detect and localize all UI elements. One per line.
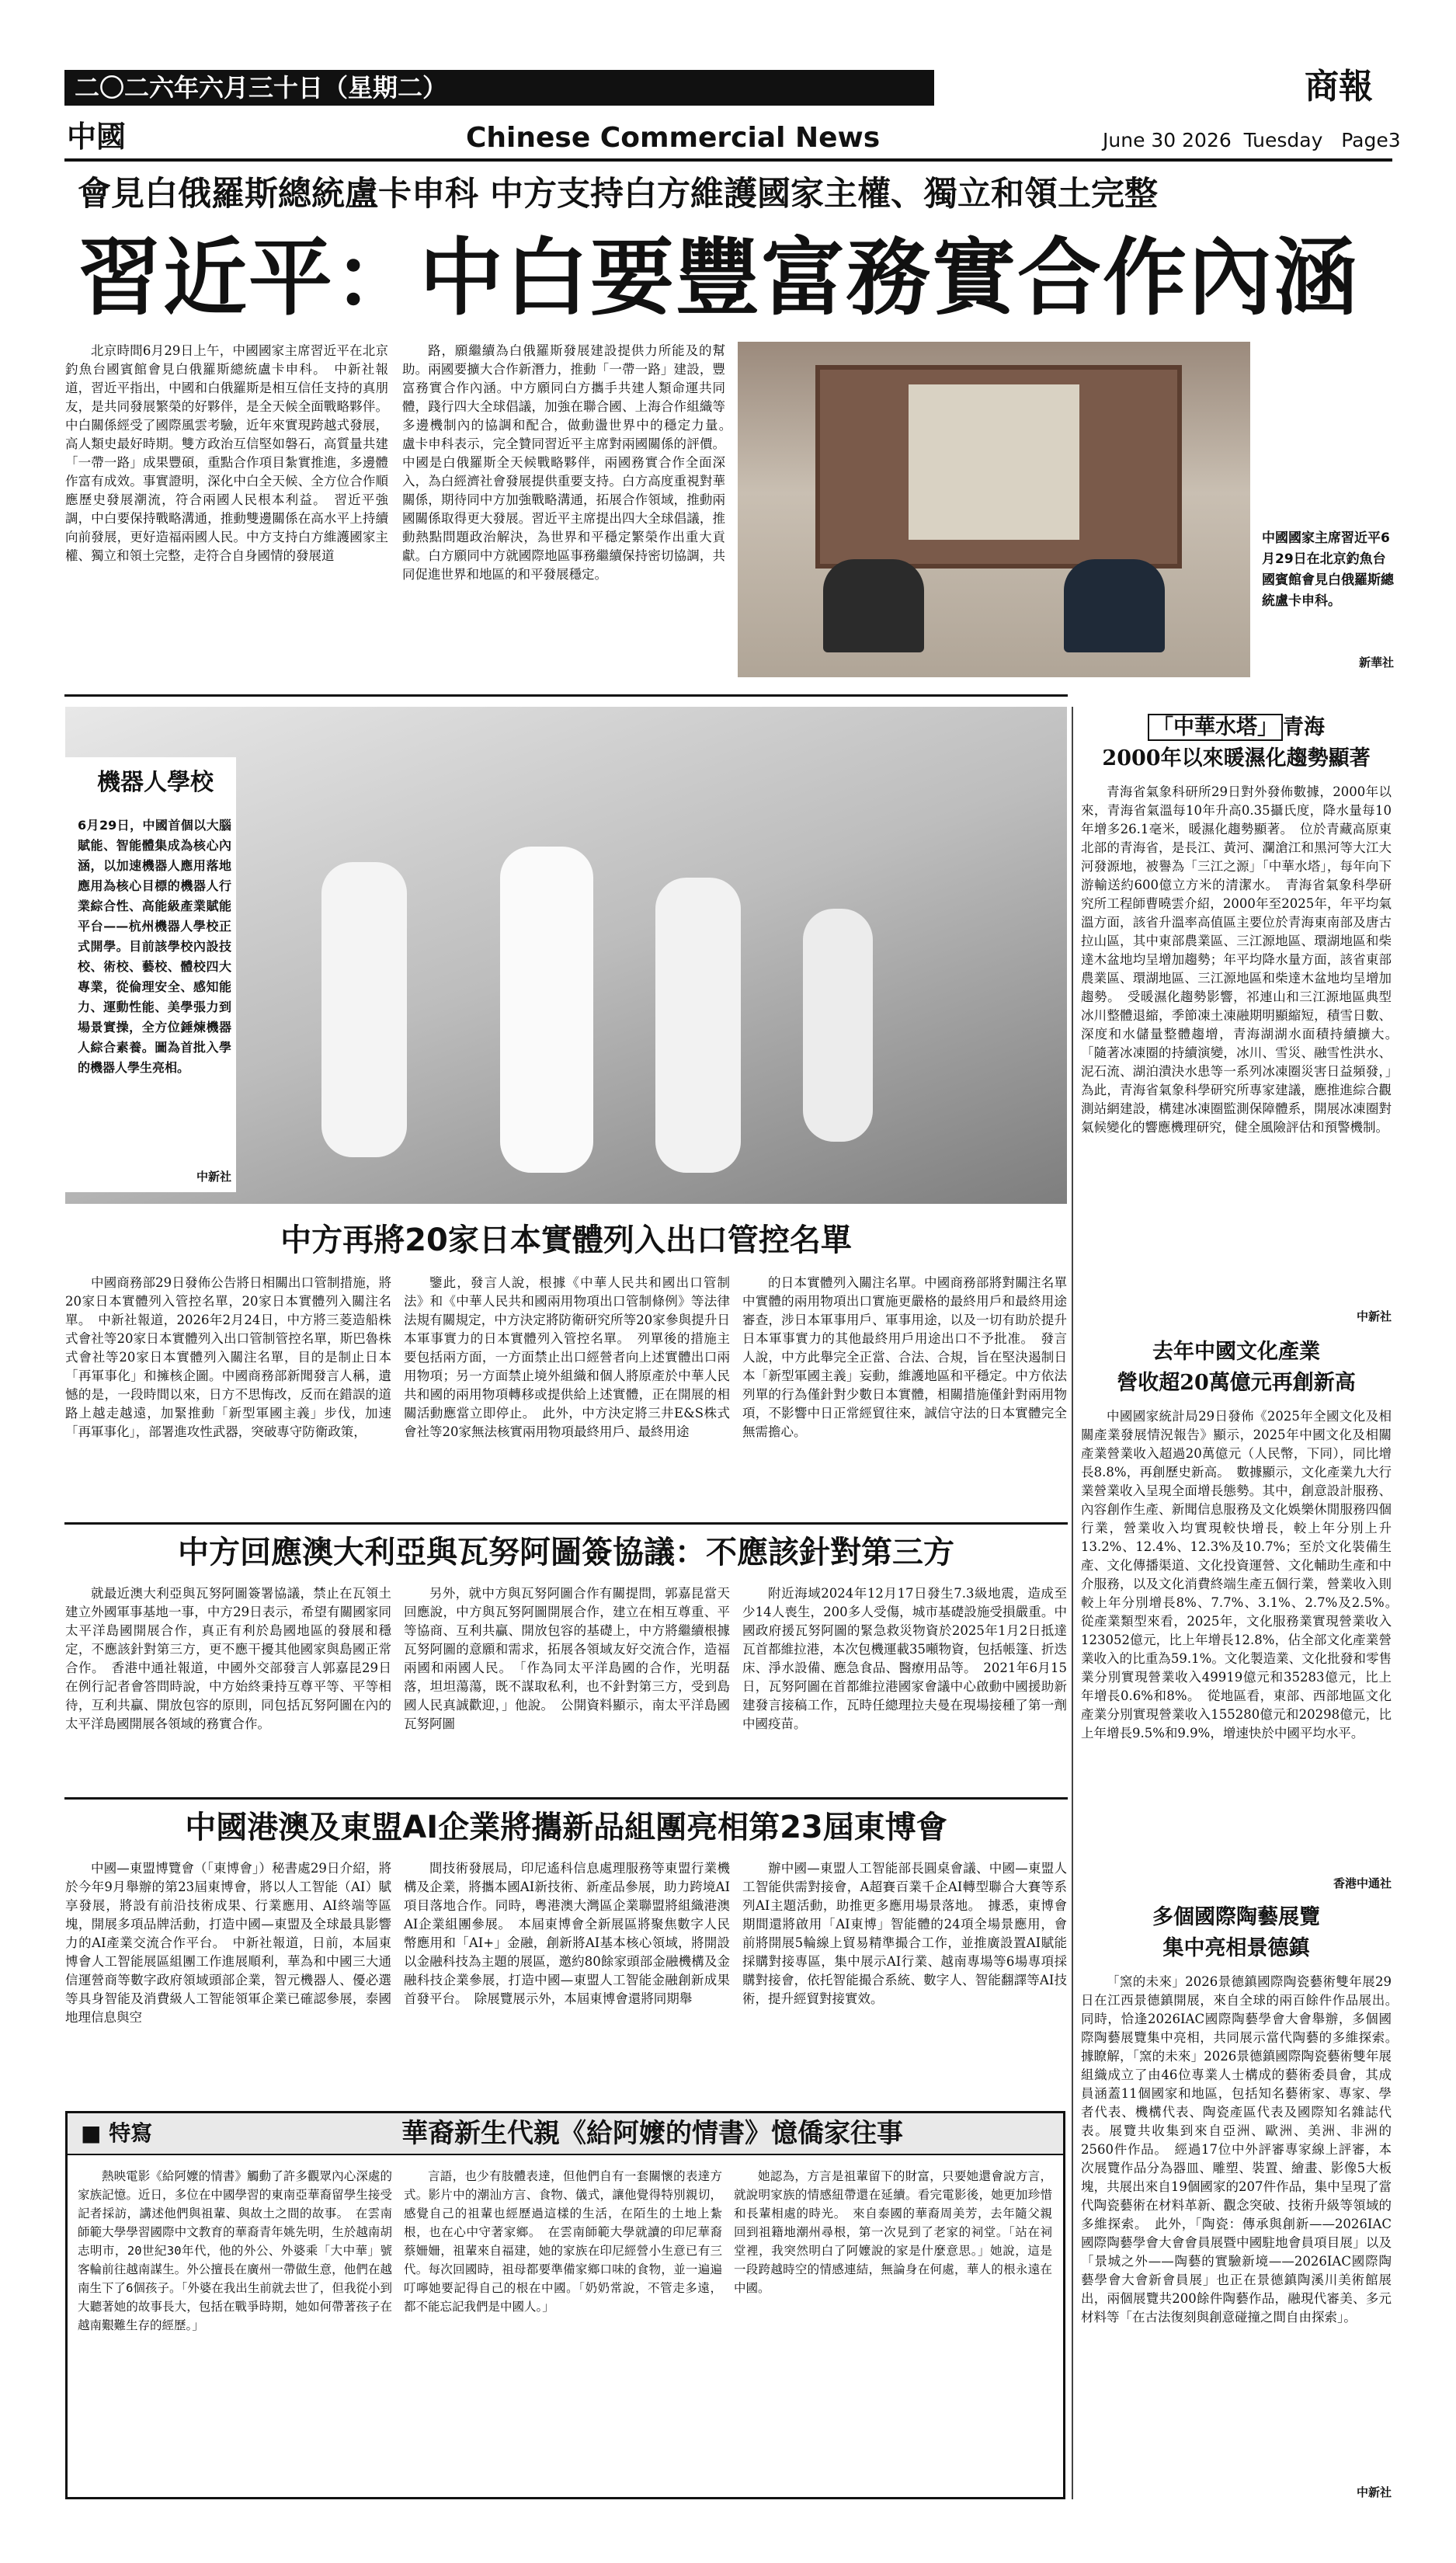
ceramics-headline-a: 多個國際陶藝展覽 [1152,1905,1320,1929]
water-headline-a-text: 青海 [1283,715,1325,739]
culture-headline-b: 營收超20萬億元再創新高 [1117,1371,1356,1395]
lead-headline: 習近平：中白要豐富務實合作內涵 [78,230,1360,327]
japan-bottom-rule [64,1522,1068,1525]
japan-headline: 中方再將20家日本實體列入出口管控名單 [280,1222,852,1258]
lead-body-col2: 路，願繼續為白俄羅斯發展建設提供力所能及的幫助。兩國要擴大合作新潛力，推動「一帶一路」建設，豐富務實合作內涵。中方願同白方攜手共建人類命運共同體，踐行四大全球倡議，加強在聯合國、上海合作組織等多邊機制內的協調和配合，做動盪世界中的穩定力量。 盧卡申科表示，完全贊同習近平主席對兩國關係的評價。中國是白俄羅斯全天候戰略夥伴，兩國務實合作全面深入，為白經濟社會發展提供重要支持。白方高度重視對華關係，期待同中方加強戰略溝通，拓展合作領域，推動兩國關係取得更大發展。習近平主席提出四大全球倡議，推動熱點問題政治解決，為世界和平穩定繁榮作出重大貢獻。白方願同中方就國際地區事務繼續保持密切協調，共同促進世界和地區的和平發展穩定。 [402,343,738,582]
sidebar-divider [1072,707,1073,2499]
water-headline-a [1081,713,1392,742]
expo-body-col1: 中國—東盟博覽會（「東博會」）秘書處29日介紹，將於今年9月舉辦的第23屆東博會，將以人工智能（AI）賦享發展，將設有前沿技術成果、行業應用、AI終端等區塊，開展多項品牌活動，打造中國—東盟及全球最具影響力的AI產業交流合作平台。 中新社報道，日前，本屆東博會人工智能展區組團工作進展順利，華為和中國三大通信運營商等數字政府領域頭部企業，智元機器人、優必選等具身智能及消費級人工智能領軍企業已確認參展，泰國地理信息與空 [65,1861,391,2025]
lead-photo-source: 新華社 [1358,656,1394,669]
feature-tag: ■ 特寫 [81,2120,153,2146]
expo-body-col2: 間技術發展局，印尼遙科信息處理服務等東盟行業機構及企業，將攜本國AI新技術、新產品參展，助力跨境AI項目落地合作。同時，粵港澳大灣區企業聯盟將組織港澳AI企業組團參展。 本屆東博會全新展區將聚焦數字人民幣應用和「AI+」金融，創新將AI基本核心領域，將開設以金融科技為主題的展區，邀約80餘家頭部金融機構及金融科技企業參展，打造中國—東盟人工智能金融創新成果首發平台。 除展覽展示外，本屆東博會還將同期舉 [404,1861,730,2006]
lead-meeting-photo [738,342,1250,677]
masthead-paper-en: Chinese Commercial News [466,122,881,154]
expo-body-col3: 辦中國—東盟人工智能部長圓桌會議、中國—東盟人工智能供需對接會，A超賽百業千企AI轉型聯合大賽等系列AI主題活動，助推更多應用場景落地。 據悉，東博會期間還將啟用「AI東博」智能體的24項全場景應用，會前將開展5輪線上貿易精準撮合工作，並推廣設置AI賦能採購對接專區，集中展示AI行業、越南專場等6場專項採購對接會，依托智能撮合系統、數字人、智能翻譯等AI技術，提升經貿對接實效。 [742,1861,1067,2006]
australia-bottom-rule [64,1797,1068,1800]
australia-body-col2: 另外，就中方與瓦努阿圖合作有關提問，郭嘉昆當天回應說，中方與瓦努阿圖開展合作，建立在相互尊重、平等協商、互利共贏、開放包容的基礎上，中方將繼續根據瓦努阿圖的意願和需求，拓展各領域友好交流合作，造福兩國和兩國人民。 「作為同太平洋島國的合作，光明磊落，坦坦蕩蕩，既不謀取私利，也不針對第三方，受到島國人民真誠歡迎，」他說。 公開資料顯示，南太平洋島國瓦努阿圖 [404,1586,730,1731]
feature-body-col3: 她認為，方言是祖輩留下的財富，只要她還會說方言，就說明家族的情感紐帶還在延續。看完電影後，她更加珍惜和長輩相處的時光。 來自泰國的華裔周美芳，去年隨父親回到祖籍地潮州尋根，第一次見到了老家的祠堂。「站在祠堂裡，我突然明白了阿嬤說的家是什麼意思。」她說，這是一段跨越時空的情感連結，無論身在何處，華人的根永遠在中國。 [734,2169,1052,2295]
expo-headline: 中國港澳及東盟AI企業將攜新品組團亮相第23屆東博會 [185,1810,947,1845]
robot-source: 中新社 [196,1170,231,1184]
water-body: 青海省氣象科研所29日對外發佈數據，2000年以來，青海省氣溫每10年升高0.35攝氏度，降水量每10年增多26.1毫米，暖濕化趨勢顯著。 位於青藏高原東北部的青海省，是長江、黃河、瀾滄江和黑河等大江大河發源地，被譽為「三江之源」「中華水塔」，每年向下游輸送約600億立方米的清潔水。 青海省氣象科學研究所工程師曹曉雲介紹，2000年至2025年，年平均氣溫方面，該省升溫率高值區主要位於青海東南部及唐古拉山區，其中東部農業區、三江源地區、環湖地區和柴達木盆地均呈增加趨勢；年平均降水量方面，該省東部農業區、環湖地區、三江源地區和柴達木盆地均呈增加趨勢。 受暖濕化趨勢影響，祁連山和三江源地區典型冰川整體退縮，季節凍土凍融期明顯縮短，積雪日數、深度和水儲量整體趨增，青海湖湖水面積持續擴大。 「隨著冰凍圈的持續演變，冰川、雪災、融雪性洪水、泥石流、湖泊潰決水患等一系列冰凍圈災害日益頻發，」為此，青海省氣象科學研究所專家建議，應推進綜合觀測站網建設，構建冰凍圈監測保障體系，開展冰凍圈對氣候變化的響應機理研究，健全風險評估和預警機制。 [1081,784,1405,1135]
water-source: 中新社 [1356,1309,1392,1323]
lead-body-col1: 北京時間6月29日上午，中國國家主席習近平在北京釣魚台國賓館會見白俄羅斯總統盧卡申科。 中新社報道，習近平指出，中國和白俄羅斯是相互信任支持的真朋友，是共同發展繁榮的好夥伴，是全天候全面戰略夥伴。中白關係經受了國際風雲考驗，近年來實現跨越式發展，高人類史最好時期。雙方政治互信堅如磐石，高質量共建「一帶一路」成果豐碩，重點合作項目紮實推進，多邊體作富有成效。事實證明，深化中白全天候、全方位合作順應歷史發展潮流，符合兩國人民根本利益。 習近平強調，中白要保持戰略溝通，推動雙邊關係在高水平上持續向前發展，更好造福兩國人民。中方支持白方維護國家主權、獨立和領土完整，走符合自身國情的發展道 [65,343,388,563]
australia-body-col3: 附近海域2024年12月17日發生7.3級地震，造成至少14人喪生，200多人受傷，城市基礎設施受損嚴重。中國政府援瓦努阿圖的緊急救災物資於2025年1月2日抵達瓦首都維拉港，本次包機運載35噸物資，包括帳篷、折迭床、淨水設備、應急食品、醫療用品等。 2021年6月15日，瓦努阿圖在首都維拉港國家會議中心啟動中國援助新建發言接稿工作，瓦時任總理拉夫曼在現場接種了第一劑中國疫苗。 [742,1586,1067,1731]
feature-body-col2: 言語，也少有肢體表達，但他們自有一套關懷的表達方式。影片中的潮汕方言、食物、儀式，讓他覺得特別親切，感覺自己的祖輩也經歷過這樣的生活，在陌生的土地上紮根，也在心中守著家鄉。 在雲南師範大學就讀的印尼華裔蔡姍姍，祖輩來自福建，她的家族在印尼經營小生意已有三代。每次回國時，祖母都要準備家鄉口味的食物，並一遍遍叮嚀她要記得自己的根在中國。「奶奶常說，不管走多遠，都不能忘記我們是中國人。」 [404,2169,722,2314]
masthead-section: 中國 [67,120,127,154]
feature-headline: 華裔新生代親《給阿嬤的情書》憶僑家往事 [401,2118,903,2149]
water-box-label: 「中華水塔」 [1148,714,1283,741]
lead-bottom-rule [64,694,1068,697]
robot-caption: 6月29日，中國首個以大腦賦能、智能體集成為核心內涵，以加速機器人應用落地應用為核心目標的機器人行業綜合性、高能級產業賦能平台——杭州機器人學校正式開學。目前該學校內設技校、術校、藝校、體校四大專業，從倫理安全、感知能力、運動性能、美學張力到場景實操，全方位錘煉機器人綜合素養。圖為首批入學的機器人學生亮相。 [78,818,231,1075]
lead-kicker: 會見白俄羅斯總統盧卡申科 中方支持白方維護國家主權、獨立和領土完整 [78,175,1158,214]
feature-body-col1: 熱映電影《給阿嬤的情書》觸動了許多觀眾內心深處的家族記憶。近日，多位在中國學習的東南亞華裔留學生接受記者採訪，講述他們與祖輩、與故土之間的故事。 在雲南師範大學學習國際中文教育的華裔青年姚先明，生於越南胡志明市，20世紀30年代，他的外公、外婆乘「大中華」號客輪前往越南謀生。外公擅長在廣州一帶做生意，他們在越南生下了6個孩子。「外婆在我出生前就去世了，但我從小到大聽著她的故事長大，包括在戰爭時期，她如何帶著孩子在越南艱難生存的經歷。」 [78,2169,392,2332]
culture-body: 中國國家統計局29日發佈《2025年全國文化及相關產業發展情況報告》顯示，2025年中國文化及相關產業營業收入超過20萬億元（人民幣，下同），同比增長8.8%，再創歷史新高。 數據顯示，文化產業九大行業營業收入呈現全面增長態勢。其中，創意設計服務、內容創作生產、新聞信息服務及文化娛樂休閒服務四個行業，營業收入均實現較快增長，較上年分別上升13.2%、12.4%、12.3%及10.7%；至於文化裝備生產、文化傳播渠道、文化投資運營、文化輔助生產和中介服務，以及文化消費終端生產五個行業，營業收入則較上年分別增長8%、7.7%、3.1%、2.7%及2.5%。 從產業類型來看，2025年，文化服務業實現營業收入123052億元，比上年增長12.8%，佔全部文化產業營業收入的比重為59.1%。文化製造業、文化批發和零售業分別實現營業收入49919億元和35283億元，比上年增長0.6%和8%。 從地區看，東部、西部地區文化產業分別實現營業收入155280億元和20298億元，比上年增長9.5%和9.9%，增速快於中國平均水平。 [1081,1409,1405,1741]
japan-body-col2: 鑒此，發言人說，根據《中華人民共和國出口管制法》和《中華人民共和國兩用物項出口管制條例》等法律法規有關規定，中方決定將防衛研究所等20家參與提升日本軍事實力的日本實體列入管控名單。 列單後的措施主要包括兩方面，一方面禁止出口經營者向上述實體出口兩用物項；另一方面禁止境外組織和個人將原產於中華人民共和國的兩用物項轉移或提供給上述實體，正在開展的相關活動應當立即停止。 此外，中方決定將三井E&S株式會社等20家無法核實兩用物項最終用戶、最終用途 [404,1275,730,1439]
robot-title: 機器人學校 [97,769,214,796]
ceramics-source: 中新社 [1356,2485,1392,2499]
masthead-paper-cn: 商報 [1305,67,1373,106]
masthead-rule [64,158,1392,162]
lead-photo-caption: 中國國家主席習近平6月29日在北京釣魚台國賓館會見白俄羅斯總統盧卡申科。 [1262,530,1394,609]
culture-headline-a: 去年中國文化產業 [1152,1340,1320,1364]
japan-body-col1: 中國商務部29日發佈公告將日相關出口管制措施，將20家日本實體列入管控名單，20家日本實體列入關注名單。 中新社報道，2026年2月24日，中方將三菱造船株式會社等20家日本實體列入出口管制管控名單，斯巴魯株式會社等20家日本實體列入關注名單，目的是制止日本「再軍事化」和擁核企圖。中國商務部新聞發言人稱，遺憾的是，一段時間以來，日方不思悔改，反而在錯誤的道路上越走越遠，加緊推動「新型軍國主義」步伐，加速「再軍事化」，部署進攻性武器，突破專守防衛政策， [65,1275,391,1439]
japan-body-col3: 的日本實體列入關注名單。中國商務部將對關注名單中實體的兩用物項出口實施更嚴格的最終用戶和最終用途審查，涉日本軍事用戶、軍事用途，以及一切有助於提升日本軍事實力的其他最終用戶用途出口不予批准。 發言人說，中方此舉完全正當、合法、合規，旨在堅決遏制日本「新型軍國主義」妄動，維護地區和平穩定。中方依法列單的行為僅針對少數日本實體，相關措施僅針對兩用物項，不影響中日正常經貿往來，誠信守法的日本實體完全無需擔心。 [742,1275,1067,1439]
masthead-date-en: June 30 2026 Tuesday Page3 [1103,129,1401,151]
ceramics-headline-b: 集中亮相景德鎮 [1162,1936,1310,1960]
culture-source: 香港中通社 [1333,1876,1392,1890]
ceramics-body: 「窯的未來」2026景德鎮國際陶瓷藝術雙年展29日在江西景德鎮開展，來自全球的兩百餘件作品展出。 同時，恰逢2026IAC國際陶藝學會大會舉辦，多個國際陶藝展覽集中亮相，共同展示當代陶藝的多維探索。 據瞭解，「窯的未來」2026景德鎮國際陶瓷藝術雙年展組織成立了由46位專業人士構成的藝術委員會，其成員涵蓋11個國家和地區，包括知名藝術家、專家、學者代表、機構代表、陶瓷產區代表及國際知名雜誌代表。展覽共收集到來自亞洲、歐洲、美洲、非洲的2560件作品。 經過17位中外評審專家線上評審，本次展覽作品分為器皿、雕塑、裝置、繪畫、影像5大板塊，共展出來自19個國家的207件作品，集中呈現了當代陶瓷藝術在材料革新、觀念突破、技術升級等領域的多維探索。 此外，「陶瓷：傳承與創新——2026IAC國際陶藝學會大會會員展暨中國駐地會員項目展」以及「景城之外——陶藝的實驗新境——2026IAC國際陶藝學會大會新會員展」也正在景德鎮陶溪川美術館展出，兩個展覽共200餘件陶藝作品，融現代審美、多元材料等「在古法復刻與創意碰撞之間自由探索」。 [1081,1974,1405,2325]
australia-body-col1: 就最近澳大利亞與瓦努阿圖簽署協議，禁止在瓦領土建立外國軍事基地一事，中方29日表示，希望有關國家同太平洋島國開展合作，真正有利於島國地區的發展和穩定，不應該針對第三方，更不應干擾其他國家與島國正常合作。 香港中通社報道，中國外交部發言人郭嘉昆29日在例行記者會答問時說，中方始終秉持互尊平等、平等相待，互利共贏、開放包容的原則，同包括瓦努阿圖在內的太平洋島國開展各領域的務實合作。 [65,1586,391,1731]
masthead-date-cn: 二〇二六年六月三十日（星期二） [75,73,448,103]
water-headline-b: 2000年以來暖濕化趨勢顯著 [1102,746,1371,770]
australia-headline: 中方回應澳大利亞與瓦努阿圖簽協議：不應該針對第三方 [178,1535,954,1570]
